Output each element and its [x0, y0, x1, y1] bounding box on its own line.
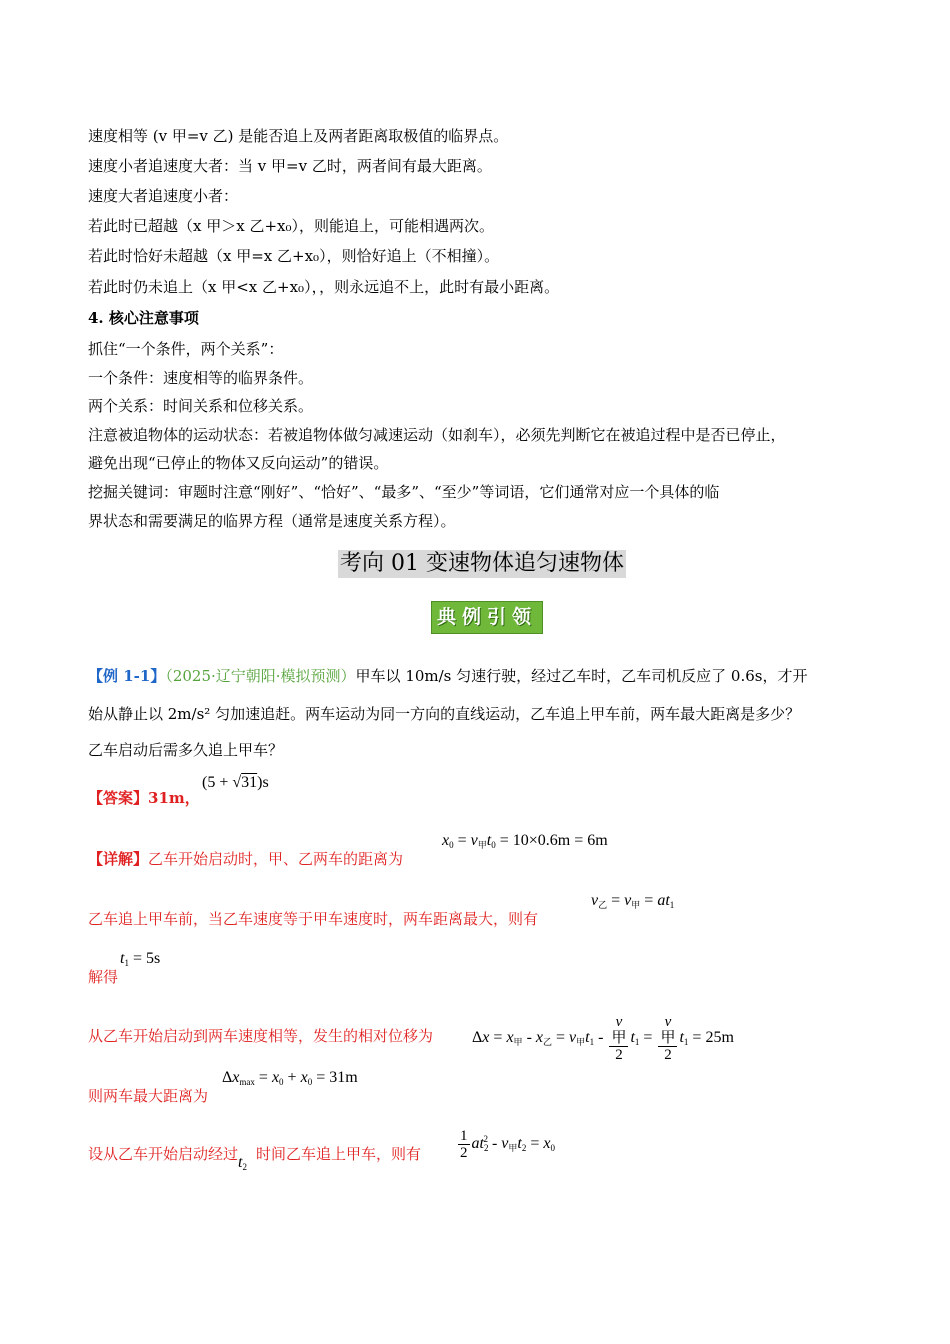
example-tag: 【例 1-1】 — [88, 667, 166, 685]
answer-line — [88, 788, 200, 808]
section-title: 考向 01 变速物体追匀速物体 — [340, 551, 624, 576]
text-line-3: 速度大者追速度小者： — [88, 187, 239, 205]
solution-line-4: 从乙车开始启动到两车速度相等，发生的相对位移为 — [88, 1027, 434, 1045]
formula-5: $\Delta x_{max} = x_0 + x_0 = 31m$ — [222, 1069, 358, 1087]
answer-value: 31m， — [148, 789, 200, 807]
solution-text-6a: 设从乙车开始启动经过 — [88, 1145, 239, 1163]
solution-text-1: 乙车开始启动时，甲、乙两车的距离为 — [148, 850, 404, 868]
solution-line-5: 则两车最大距离为 — [88, 1087, 209, 1105]
answer-tag: 【答案】 — [88, 789, 149, 807]
formula-3: $t_1 = 5s$ — [120, 950, 161, 968]
note-line-1: 抓住“一个条件，两个关系”： — [88, 340, 284, 358]
example-line-1 — [88, 666, 807, 686]
solution-text-6b: 时间乙车追上甲车，则有 — [256, 1145, 422, 1163]
text-line-4: 若此时已超越（x 甲＞x 乙+x₀），则能追上，可能相遇两次。 — [88, 217, 494, 235]
solution-line-3: 解得 — [88, 968, 119, 986]
t2-symbol: $t_2$ — [238, 1154, 247, 1172]
example-line-3: 乙车启动后需多久追上甲车？ — [88, 741, 284, 759]
solution-line-1 — [88, 849, 403, 869]
note-line-2: 一个条件：速度相等的临界条件。 — [88, 369, 314, 387]
solution-line-2: 乙车追上甲车前，当乙车速度等于甲车速度时，两车距离最大，则有 — [88, 910, 539, 928]
text-line-6: 若此时仍未追上（x 甲<x 乙+x₀），，则永远追不上，此时有最小距离。 — [88, 278, 560, 296]
answer-formula: (5 + √31)s — [202, 774, 269, 791]
example-source: （2025·辽宁朝阳·模拟预测） — [165, 667, 356, 685]
note-line-5: 避免出现“已停止的物体又反向运动”的错误。 — [88, 454, 389, 472]
example-badge: 典例引领 — [431, 601, 543, 634]
formula-4: $\Delta x = x_甲 - x_乙 = v_甲t_1$ - v 甲 2 $t_1$ = v 甲 2 $t_1 = 25m$ — [472, 1014, 734, 1063]
heading-core-notes: 4. 核心注意事项 — [88, 309, 199, 327]
example-line-2: 始从静止以 2m/s² 匀加速追赶。两车运动为同一方向的直线运动，乙车追上甲车前，两车最大距离是多少？ — [88, 705, 801, 723]
solution-line-6 — [88, 1144, 421, 1177]
solution-tag: 【详解】 — [88, 850, 149, 868]
example-text-1: 甲车以 10m/s 匀速行驶，经过乙车时，乙车司机反应了 0.6s，才开 — [355, 667, 808, 685]
text-line-1: 速度相等 (v 甲=v 乙) 是能否追上及两者距离取极值的临界点。 — [88, 127, 509, 145]
formula-2: $v_乙 = v_甲 = at_1$ — [591, 892, 675, 910]
note-line-4: 注意被追物体的运动状态：若被追物体做匀减速运动（如刹车），必须先判断它在被追过程中是否已停止， — [88, 426, 786, 444]
formula-1: $x_0 = v_甲t_0 = 10\times 0.6m = 6m$ — [442, 832, 608, 850]
text-line-2: 速度小者追速度大者：当 v 甲=v 乙时，两者间有最大距离。 — [88, 157, 492, 175]
note-line-6: 挖掘关键词：审题时注意“刚好”、“恰好”、“最多”、“至少”等词语，它们通常对应一个具体的临 — [88, 483, 720, 501]
text-line-5: 若此时恰好未超越（x 甲=x 乙+x₀），则恰好追上（不相撞）。 — [88, 247, 500, 265]
note-line-7: 界状态和需要满足的临界方程（通常是速度关系方程）。 — [88, 512, 456, 530]
note-line-3: 两个关系：时间关系和位移关系。 — [88, 397, 314, 415]
formula-6: $\frac{1}{2}$ $at_2^2 - v_甲t_2 = x_0$ — [460, 1128, 555, 1161]
